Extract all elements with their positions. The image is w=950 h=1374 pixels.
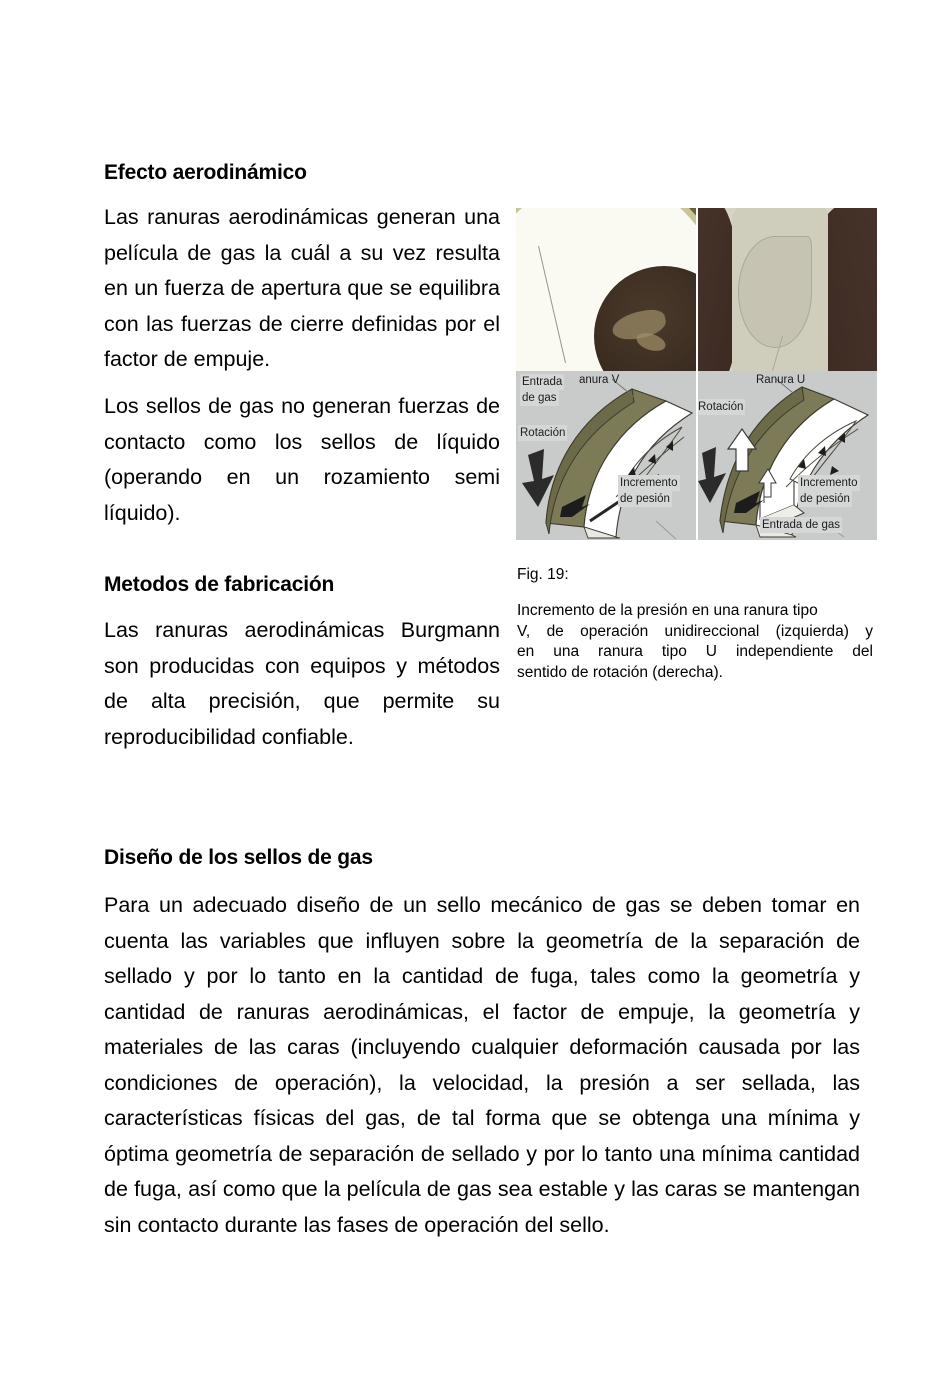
sketch-ranura-u-svg xyxy=(698,371,877,540)
paragraph-efecto-2: Los sellos de gas no generan fuerzas de contacto como los sellos de líquido (operando en un rozamiento semi líquido). xyxy=(104,394,500,525)
figure-panel-ranura-u xyxy=(698,208,877,540)
figure-number: Fig. 19: xyxy=(517,566,569,583)
figure-caption-text xyxy=(517,601,873,683)
label-entrada-de-gas-u: Entrada de gas xyxy=(762,519,841,531)
label-entrada-de-gas-line2: de gas xyxy=(522,392,557,404)
label-ranura-u: Ranura U xyxy=(756,374,806,386)
paragraph-efecto-1: Las ranuras aerodinámicas generan una película de gas la cuál a su vez resulta en un fuerza de apertura que se equilibra con las fuerzas de cierre definidas por el factor de empuje. xyxy=(104,205,500,371)
heading-metodos-de-fabricacion: Metodos de fabricación xyxy=(104,573,335,596)
caption-line-4: sentido de rotación (derecha). xyxy=(517,663,723,681)
figure-19-image xyxy=(516,208,877,540)
paragraph-metodos-1: Las ranuras aerodinámicas Burgmann son producidas con equipos y métodos de alta precisión, que permite su reproducibilidad confiable. xyxy=(104,618,500,749)
heading-diseno-de-los-sellos-de-gas: Diseño de los sellos de gas xyxy=(104,846,373,869)
caption-line-2: V, de operación unidireccional (izquierda) y xyxy=(517,622,873,640)
heading-efecto-aerodinamico: Efecto aerodinámico xyxy=(104,161,307,184)
photo-ranura-v xyxy=(516,208,696,371)
sketch-ranura-v xyxy=(516,371,696,540)
label-incremento-de-pesion-v-line1: Incremento xyxy=(620,477,678,489)
sketch-ranura-u xyxy=(698,371,877,540)
label-incremento-de-pesion-u-line1: Incremento xyxy=(800,477,858,489)
label-entrada-de-gas-line1: Entrada xyxy=(522,376,563,388)
label-rotacion-v: Rotación xyxy=(520,427,566,439)
figure-19-caption xyxy=(517,565,873,683)
caption-line-3: en una ranura tipo U independiente del xyxy=(517,643,873,660)
label-incremento-de-pesion-u-line2: de pesión xyxy=(800,493,850,505)
u-groove-outline xyxy=(738,236,812,348)
caption-line-1: Incremento de la presión en una ranura tipo xyxy=(517,602,818,619)
figure-panels xyxy=(516,208,877,540)
figure-panel-ranura-v xyxy=(516,208,698,540)
label-incremento-de-pesion-v-line2: de pesión xyxy=(620,493,670,505)
label-rotacion-u: Rotación xyxy=(698,401,744,413)
photo-ranura-u xyxy=(698,208,877,371)
label-ranura-v: anura V xyxy=(579,374,620,386)
paragraph-diseno-1: Para un adecuado diseño de un sello mecánico de gas se deben tomar en cuenta las variables que influyen sobre la geometría de la separación de sellado y por lo tanto en la cantidad de fuga, tales como la geometría y cantidad de ranuras aerodinámicas, el factor de empuje, la geometría y materiales de las caras (incluyendo cualquier deformación causada por las condiciones de operación), la velocidad, la presión a ser sellada, las características físicas del gas, de tal forma que se obtenga una mínima y óptima geometría de separación de sellado y por lo tanto una mínima cantidad de fuga, así como que la película de gas sea estable y las caras se mantengan sin contacto durante las fases de operación del sello. xyxy=(104,893,860,1237)
